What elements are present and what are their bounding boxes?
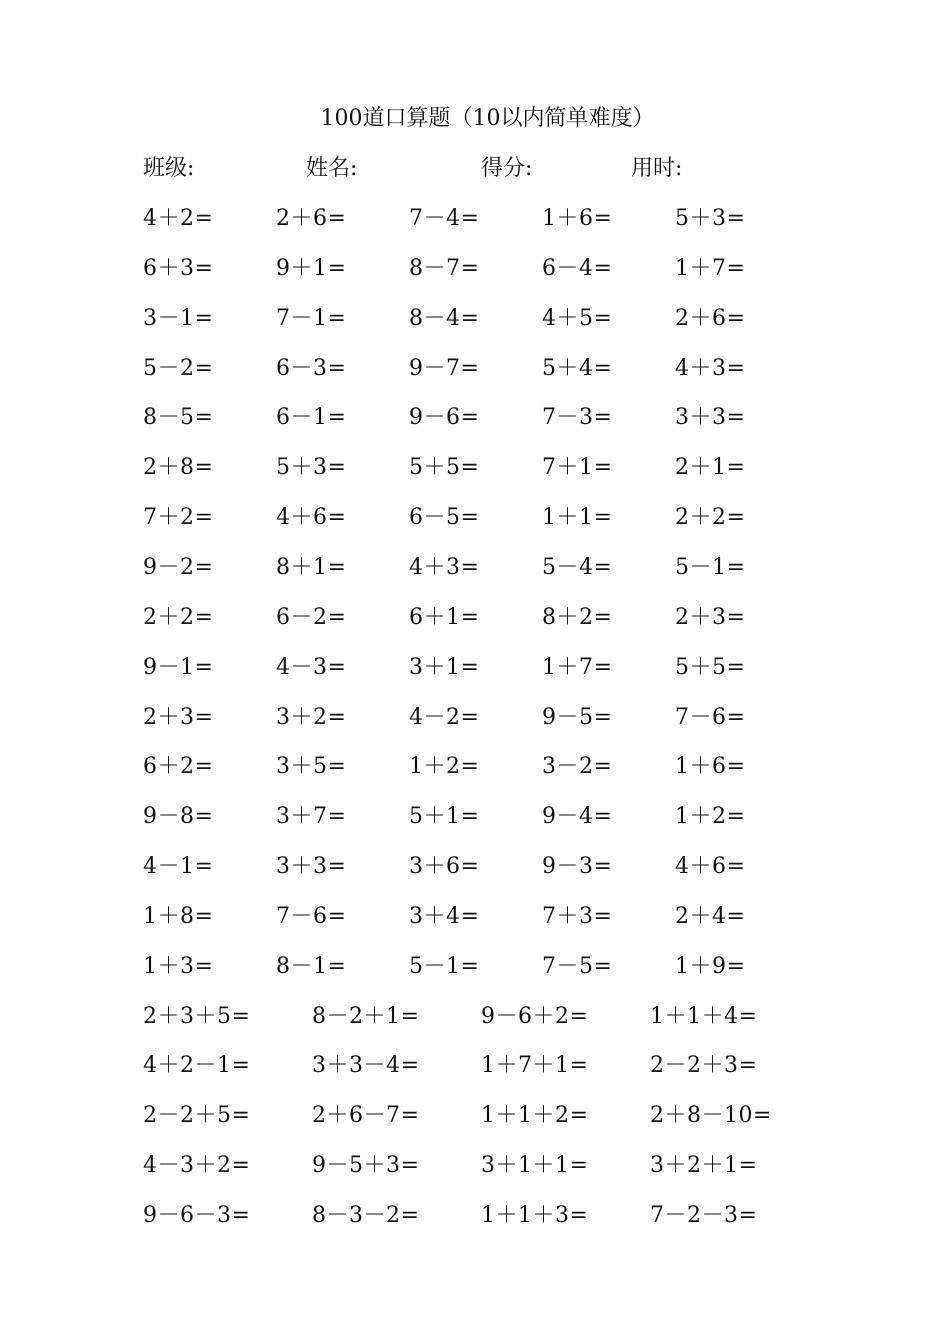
math-problem: 7＋2= xyxy=(143,505,214,531)
math-problem: 1＋2= xyxy=(409,754,480,780)
math-problem: 6－4= xyxy=(542,255,613,281)
problem-row xyxy=(0,1151,950,1181)
problem-row xyxy=(0,453,950,483)
problem-row xyxy=(0,254,950,284)
math-problem: 2＋6= xyxy=(675,305,746,331)
math-problem: 3＋5= xyxy=(276,754,347,780)
math-problem: 3－2= xyxy=(542,754,613,780)
math-problem: 4－1= xyxy=(143,854,214,880)
math-problem: 1＋1＋2= xyxy=(481,1103,589,1129)
math-problem: 9－7= xyxy=(409,355,480,381)
problem-row xyxy=(0,204,950,234)
math-problem: 3＋3= xyxy=(276,854,347,880)
math-problem: 1＋1= xyxy=(542,505,613,531)
problem-row xyxy=(0,752,950,782)
math-problem: 8＋2= xyxy=(542,604,613,630)
class-label: 班级: xyxy=(143,156,195,181)
math-problem: 4＋3= xyxy=(409,554,480,580)
math-problem: 7＋1= xyxy=(542,455,613,481)
math-problem: 3＋2= xyxy=(276,704,347,730)
math-problem: 1＋7= xyxy=(675,255,746,281)
math-problem: 7＋3= xyxy=(542,903,613,929)
problem-row xyxy=(0,703,950,733)
math-problem: 5＋5= xyxy=(409,455,480,481)
math-problem: 3＋1＋1= xyxy=(481,1153,589,1179)
math-problem: 1＋1＋4= xyxy=(650,1003,758,1029)
math-problem: 3＋6= xyxy=(409,854,480,880)
math-problem: 8－3－2= xyxy=(312,1203,420,1228)
math-problem: 9－3= xyxy=(542,854,613,880)
math-problem: 9－6= xyxy=(409,405,480,431)
math-problem: 7－6= xyxy=(675,704,746,730)
math-problem: 1＋9= xyxy=(675,953,746,979)
math-problem: 6＋3= xyxy=(143,255,214,281)
math-problem: 8－5= xyxy=(143,405,214,431)
problem-row xyxy=(0,802,950,832)
math-problem: 2＋3= xyxy=(143,704,214,730)
math-problem: 4－3= xyxy=(276,654,347,680)
math-problem: 5－1= xyxy=(675,554,746,580)
problem-row xyxy=(0,503,950,533)
math-problem: 1＋1＋3= xyxy=(481,1203,589,1228)
math-problem: 9－2= xyxy=(143,554,214,580)
math-problem: 9－6＋2= xyxy=(481,1003,589,1029)
math-problem: 1＋7= xyxy=(542,654,613,680)
math-problem: 7－5= xyxy=(542,953,613,979)
problem-row xyxy=(0,952,950,982)
math-problem: 3＋1= xyxy=(409,654,480,680)
math-problem: 2＋1= xyxy=(675,455,746,481)
math-problem: 4＋6= xyxy=(675,854,746,880)
math-problem: 5－4= xyxy=(542,554,613,580)
math-problem: 9－1= xyxy=(143,654,214,680)
math-problem: 1＋7＋1= xyxy=(481,1053,589,1079)
math-problem: 5＋5= xyxy=(675,654,746,680)
math-problem: 3＋3－4= xyxy=(312,1053,420,1079)
page-title: 100道口算题（10以内简单难度） xyxy=(320,106,655,131)
problem-row xyxy=(0,653,950,683)
math-problem: 8＋1= xyxy=(276,554,347,580)
math-problem: 3＋3= xyxy=(675,405,746,431)
math-problem: 2＋2= xyxy=(675,505,746,531)
math-problem: 3＋7= xyxy=(276,804,347,830)
math-problem: 2＋4= xyxy=(675,903,746,929)
math-problem: 9－4= xyxy=(542,804,613,830)
math-problem: 2＋2= xyxy=(143,604,214,630)
score-label: 得分: xyxy=(481,156,533,181)
problem-row xyxy=(0,403,950,433)
math-problem: 5－2= xyxy=(143,355,214,381)
math-problem: 4＋6= xyxy=(276,505,347,531)
math-problem: 7－3= xyxy=(542,405,613,431)
math-problem: 6－5= xyxy=(409,505,480,531)
problem-row xyxy=(0,304,950,334)
student-info-row xyxy=(0,154,950,184)
math-problem: 8－7= xyxy=(409,255,480,281)
problem-row xyxy=(0,553,950,583)
math-problem: 4－2= xyxy=(409,704,480,730)
math-problem: 7－1= xyxy=(276,305,347,331)
math-problem: 2＋6－7= xyxy=(312,1103,420,1129)
math-problem: 5＋1= xyxy=(409,804,480,830)
time-label: 用时: xyxy=(631,156,683,181)
math-problem: 8－2＋1= xyxy=(312,1003,420,1029)
math-problem: 4－3＋2= xyxy=(143,1153,251,1179)
problem-row xyxy=(0,1051,950,1081)
math-problem: 4＋3= xyxy=(675,355,746,381)
math-problem: 5＋4= xyxy=(542,355,613,381)
math-problem: 3＋2＋1= xyxy=(650,1153,758,1179)
math-problem: 2＋3＋5= xyxy=(143,1003,251,1029)
math-problem: 3－1= xyxy=(143,305,214,331)
problem-row xyxy=(0,603,950,633)
math-problem: 8－1= xyxy=(276,953,347,979)
math-problem: 5＋3= xyxy=(276,455,347,481)
problem-row xyxy=(0,1101,950,1131)
math-problem: 7－6= xyxy=(276,903,347,929)
math-problem: 9－8= xyxy=(143,804,214,830)
math-problem: 4＋2－1= xyxy=(143,1053,251,1079)
math-problem: 2＋6= xyxy=(276,206,347,231)
math-problem: 9－6－3= xyxy=(143,1203,251,1228)
math-problem: 2＋8－10= xyxy=(650,1103,772,1129)
math-problem: 6－3= xyxy=(276,355,347,381)
problem-row xyxy=(0,1201,950,1231)
math-problem: 7－4= xyxy=(409,206,480,231)
math-problem: 3＋4= xyxy=(409,903,480,929)
math-problem: 9＋1= xyxy=(276,255,347,281)
math-problem: 2＋3= xyxy=(675,604,746,630)
math-problem: 6＋2= xyxy=(143,754,214,780)
math-problem: 1＋6= xyxy=(542,206,613,231)
math-problem: 5＋3= xyxy=(675,206,746,231)
math-problem: 5－1= xyxy=(409,953,480,979)
math-problem: 2－2＋5= xyxy=(143,1103,251,1129)
math-problem: 1＋6= xyxy=(675,754,746,780)
problem-row xyxy=(0,902,950,932)
math-problem: 2＋8= xyxy=(143,455,214,481)
math-problem: 4＋2= xyxy=(143,206,214,231)
problem-row xyxy=(0,354,950,384)
math-problem: 9－5= xyxy=(542,704,613,730)
math-problem: 1＋2= xyxy=(675,804,746,830)
math-problem: 1＋3= xyxy=(143,953,214,979)
problem-row xyxy=(0,1002,950,1032)
math-problem: 6－1= xyxy=(276,405,347,431)
math-problem: 9－5＋3= xyxy=(312,1153,420,1179)
math-problem: 6－2= xyxy=(276,604,347,630)
math-problem: 6＋1= xyxy=(409,604,480,630)
math-problem: 7－2－3= xyxy=(650,1203,758,1228)
math-problem: 4＋5= xyxy=(542,305,613,331)
math-problem: 8－4= xyxy=(409,305,480,331)
math-problem: 1＋8= xyxy=(143,903,214,929)
problem-row xyxy=(0,852,950,882)
name-label: 姓名: xyxy=(306,156,358,181)
math-problem: 2－2＋3= xyxy=(650,1053,758,1079)
